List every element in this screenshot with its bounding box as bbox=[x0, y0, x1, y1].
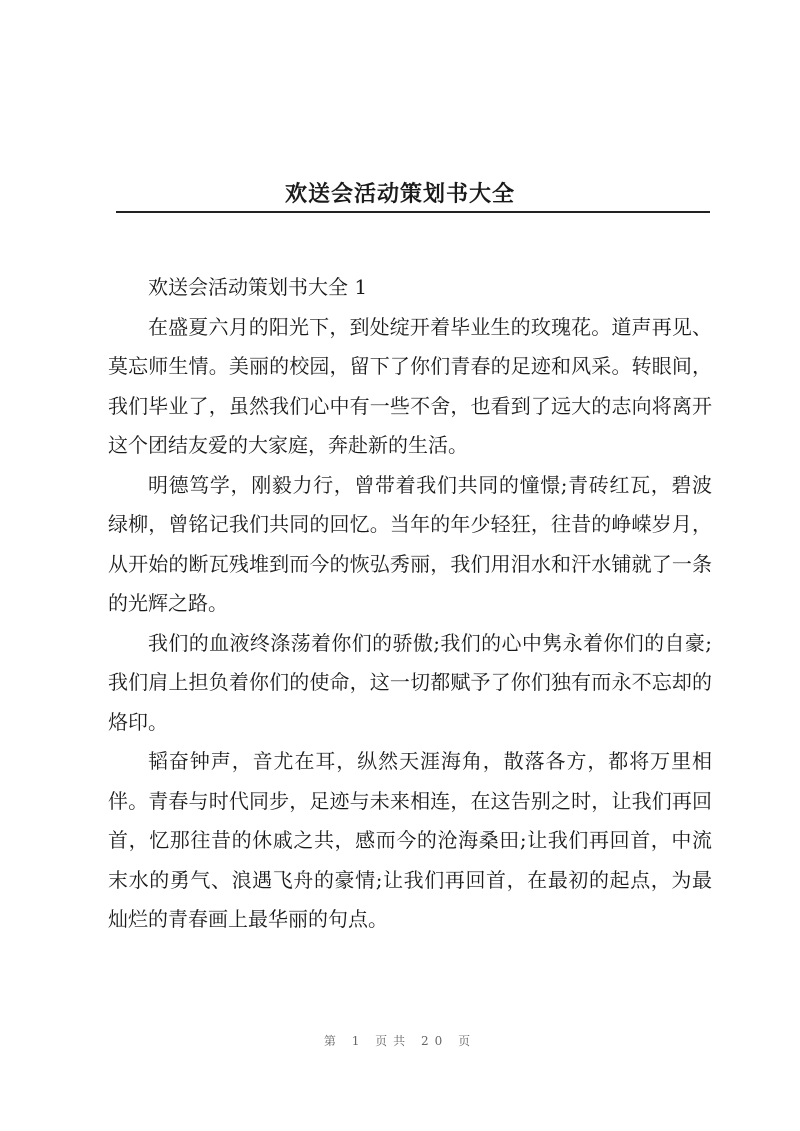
title-divider bbox=[116, 211, 710, 213]
document-body bbox=[108, 268, 712, 940]
paragraph: 在盛夏六月的阳光下，到处绽开着毕业生的玫瑰花。道声再见、莫忘师生情。美丽的校园，留下了你们青春的足迹和风采。转眼间，我们毕业了，虽然我们心中有一些不舍，也看到了远大的志向将离开这个团结友爱的大家庭，奔赴新的生活。 bbox=[108, 314, 712, 457]
paragraph: 我们的血液终涤荡着你们的骄傲;我们的心中隽永着你们的自豪;我们肩上担负着你们的使命，这一切都赋予了你们独有而永不忘却的烙印。 bbox=[108, 630, 712, 734]
paragraph: 韬奋钟声，音尤在耳，纵然天涯海角，散落各方，都将万里相伴。青春与时代同步，足迹与未来相连，在这告别之时，让我们再回首，忆那往昔的休戚之共，感而今的沧海桑田;让我们再回首，中流末水的勇气、浪遇飞舟的豪情;让我们再回首，在最初的起点，为最灿烂的青春画上最华丽的句点。 bbox=[108, 749, 712, 931]
page-number-footer: 第 1 页共 20 页 bbox=[323, 1034, 477, 1048]
document-title: 欢送会活动策划书大全 bbox=[284, 180, 515, 207]
paragraph: 明德笃学，刚毅力行，曾带着我们共同的憧憬;青砖红瓦，碧波绿柳，曾铭记我们共同的回忆。当年的年少轻狂，往昔的峥嵘岁月，从开始的断瓦残堆到而今的恢弘秀丽，我们用泪水和汗水铺就了一条的光辉之路。 bbox=[108, 472, 712, 615]
section-heading: 欢送会活动策划书大全 1 bbox=[148, 275, 368, 299]
